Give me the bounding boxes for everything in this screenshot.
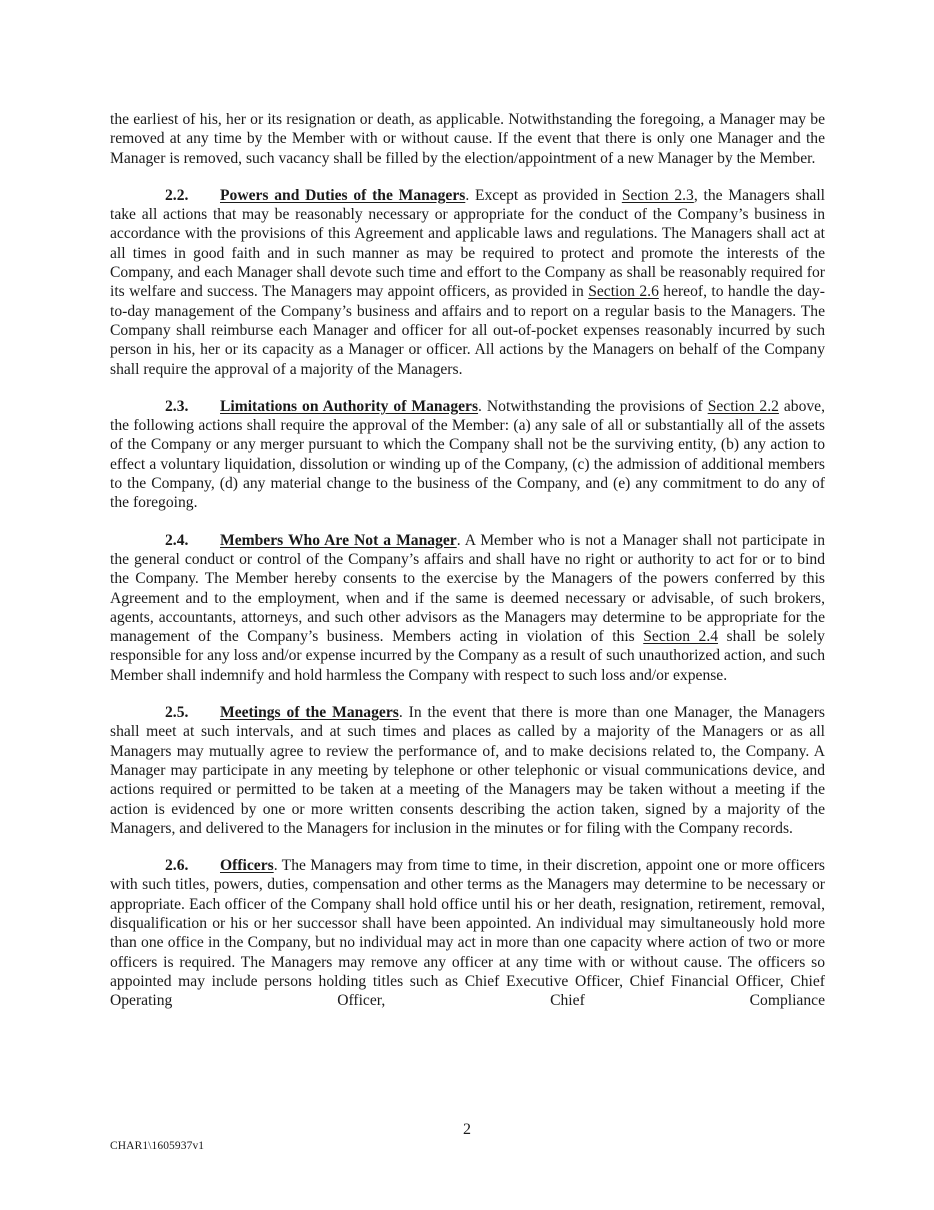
document-id-footer: CHAR1\1605937v1 (110, 1140, 205, 1152)
section-number: 2.4. (165, 531, 189, 549)
section-text: . A Member who is not a Manager shall not participate in the general conduct or control of the Company’s affairs and shall have no right or authority to act for or to bind the Company. The Member hereby consents to the exercise by the Managers of the powers conferred by this Agreement and to the employment, when and if the same is deemed necessary or advisable, of such brokers, agents, accountants, attorneys, and such other advisors as the Managers may determine to be appropriate for the management of the Company’s business. Members acting in violation of this (110, 531, 825, 646)
section-number: 2.5. (165, 704, 189, 722)
section-2-4 (110, 531, 825, 685)
section-2-2 (110, 186, 825, 379)
cross-reference-link[interactable]: Section 2.4 (643, 628, 719, 646)
section-text: above, the following actions shall require the approval of the Member: (a) any sale of all or substantially all of the assets of the Company or any merger pursuant to which the Company shall not be the surviving entity, (b) any action to effect a voluntary liquidation, dissolution or winding up of the Company, (c) the admission of additional members to the Company, (d) any material change to the business of the Company, and (e) any commitment to do any of the foregoing. (110, 397, 825, 512)
section-title: Meetings of the Managers (220, 704, 399, 722)
section-text: hereof, to handle the day-to-day management of the Company’s business and affairs and to report on a regular basis to the Managers. The Company shall reimburse each Manager and officer for all out-of-pocket expenses reasonably incurred by such person in his, her or its capacity as a Manager or officer. All actions by the Managers on behalf of the Company shall require the approval of a majority of the Managers. (110, 283, 826, 378)
section-text: , the Managers shall take all actions that may be reasonably necessary or appropriate for the conduct of the Company’s business in accordance with the provisions of this Agreement and applicable laws and regulations. The Managers shall act at all times in good faith and in such manner as may be required to protect and promote the interests of the Company, and each Manager shall devote such time and effort to the Company as shall be reasonably required for its welfare and success. The Managers may appoint officers, as provided in (110, 186, 825, 301)
cross-reference-link[interactable]: Section 2.6 (588, 283, 659, 301)
page-number: 2 (463, 1121, 471, 1138)
section-number: 2.6. (165, 857, 189, 875)
section-text: . Notwithstanding the provisions of (478, 397, 708, 415)
section-text: . Except as provided in (465, 186, 622, 204)
section-2-5 (110, 703, 825, 838)
section-title: Powers and Duties of the Managers (220, 186, 466, 204)
section-title: Limitations on Authority of Managers (220, 397, 479, 415)
section-text: shall be solely responsible for any loss and/or expense incurred by the Company as a result of such unauthorized action, and such Member shall indemnify and hold harmless the Company with respect to such loss and/or expense. (110, 628, 825, 684)
section-text: . The Managers may from time to time, in their discretion, appoint one or more officers with such titles, powers, duties, compensation and other terms as the Managers may determine to be necessary or appropriate. Each officer of the Company shall hold office until his or her death, resignation, retirement, removal, disqualification or his or her successor shall have been appointed. An individual may simultaneously hold more than one office in the Company, but no individual may act in more than one capacity where action of two or more officers is required. The Managers may remove any officer at any time with or without cause. The officers so appointed may include persons holding titles such as Chief Executive Officer, Chief Financial Officer, Chief Operating Officer, Chief Compliance (110, 857, 825, 1010)
cross-reference-link[interactable]: Section 2.2 (707, 397, 779, 415)
section-2-3 (110, 397, 825, 513)
section-2-6 (110, 856, 825, 1010)
section-number: 2.2. (165, 186, 189, 204)
section-text: . In the event that there is more than one Manager, the Managers shall meet at such intervals, and at such times and places as called by a majority of the Managers or as all Managers may mutually agree to review the performance of, and to make decisions related to, the Company. A Manager may participate in any meeting by telephone or other telephonic or visual communications device, and actions required or permitted to be taken at a meeting of the Managers may be taken without a meeting if the action is evidenced by one or more written consents describing the action taken, signed by a majority of the Managers, and delivered to the Managers for inclusion in the minutes or for filing with the Company records. (110, 704, 825, 837)
section-title: Officers (220, 857, 274, 875)
document-body (110, 110, 825, 1028)
section-title: Members Who Are Not a Manager (220, 531, 457, 549)
cross-reference-link[interactable]: Section 2.3 (621, 186, 694, 204)
continuation-paragraph: the earliest of his, her or its resignation or death, as applicable. Notwithstanding the foregoing, a Manager may be removed at any time by the Member with or without cause. If the event that there is only one Manager and the Manager is removed, such vacancy shall be filled by the election/appointment of a new Manager by the Member. (110, 111, 825, 167)
section-number: 2.3. (165, 397, 189, 415)
